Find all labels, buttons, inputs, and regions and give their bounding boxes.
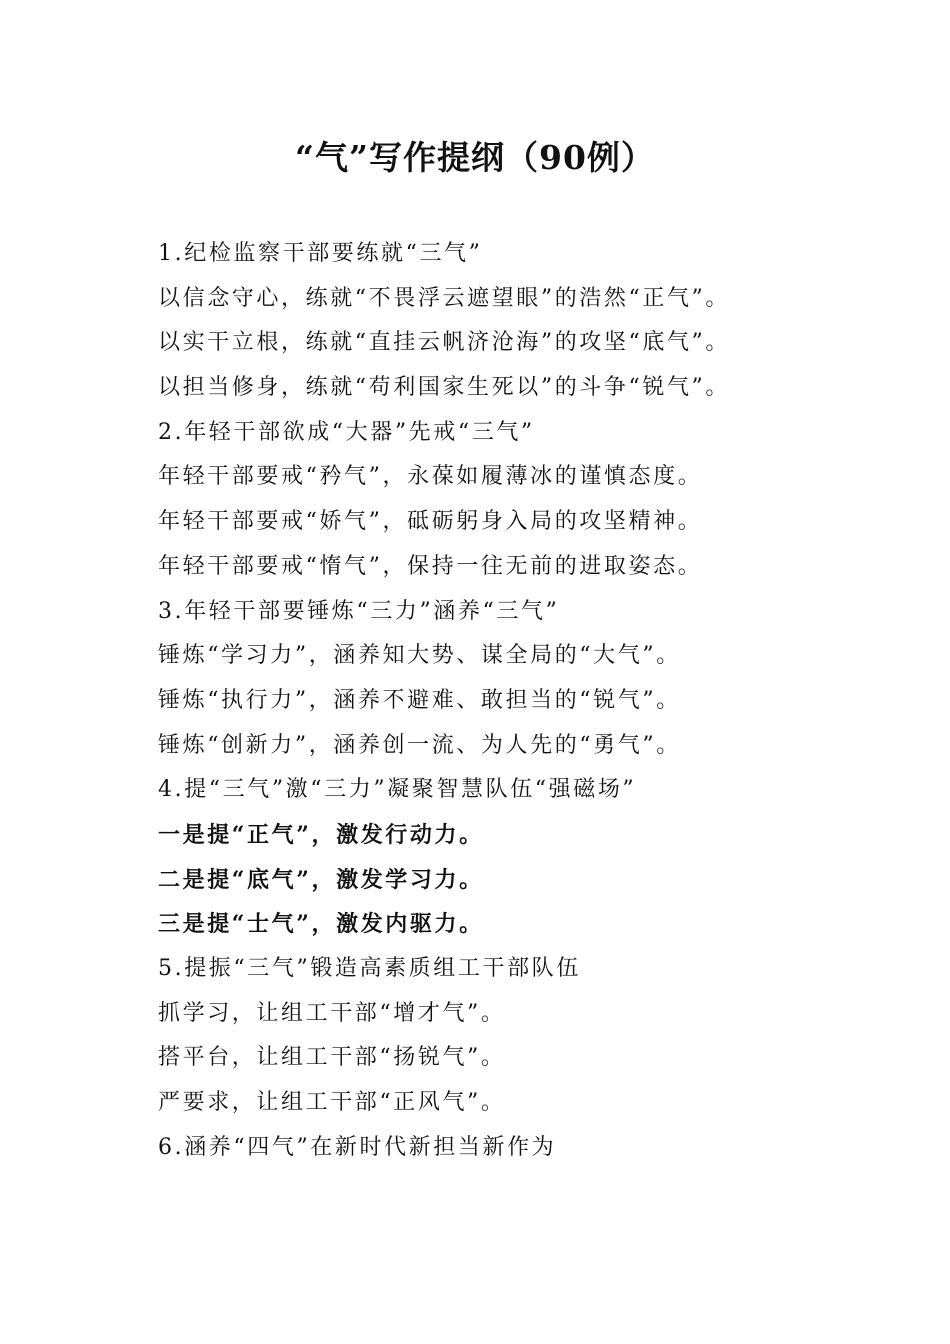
document-line: 年轻干部要戒“娇气”，砥砺躬身入局的攻坚精神。 [158, 509, 703, 535]
document-line: 以信念守心，练就“不畏浮云遮望眼”的浩然“正气”。 [158, 285, 730, 311]
document-line: 一是提“正气”，激发行动力。 [158, 821, 484, 848]
document-line: 3.年轻干部要锤炼“三力”涵养“三气” [158, 598, 560, 624]
document-line: 5.提振“三气”锻造高素质组工干部队伍 [158, 956, 581, 981]
document-line: 年轻干部要戒“矜气”，永葆如履薄冰的谨慎态度。 [158, 464, 703, 490]
document-line: 6.涵养“四气”在新时代新担当新作为 [158, 1134, 557, 1160]
document-line: 锤炼“创新力”，涵养创一流、为人先的“勇气”。 [158, 732, 681, 758]
document-line: 2.年轻干部欲成“大器”先戒“三气” [158, 419, 535, 445]
document-line: 以实干立根，练就“直挂云帆济沧海”的攻坚“底气”。 [158, 330, 730, 356]
document-line: 三是提“士气”，激发内驱力。 [158, 911, 484, 938]
document-line: 搭平台，让组工干部“扬锐气”。 [158, 1045, 506, 1071]
document-line: 年轻干部要戒“惰气”，保持一往无前的进取姿态。 [158, 553, 703, 579]
document-line: 严要求，让组工干部“正风气”。 [158, 1090, 506, 1116]
document-line: 以担当修身，练就“苟利国家生死以”的斗争“锐气”。 [158, 375, 730, 401]
document-line: 锤炼“学习力”，涵养知大势、谋全局的“大气”。 [158, 643, 681, 669]
document-line: 4.提“三气”激“三力”凝聚智慧队伍“强磁场” [158, 777, 637, 803]
document-body [158, 232, 858, 1170]
document-line: 二是提“底气”，激发学习力。 [158, 866, 484, 893]
document-title: “气”写作提纲（90例） [295, 138, 655, 177]
document-line: 1.纪检监察干部要练就“三气” [158, 241, 483, 266]
document-line: 抓学习，让组工干部“增才气”。 [158, 1000, 506, 1026]
document-line: 锤炼“执行力”，涵养不避难、敢担当的“锐气”。 [158, 687, 681, 713]
